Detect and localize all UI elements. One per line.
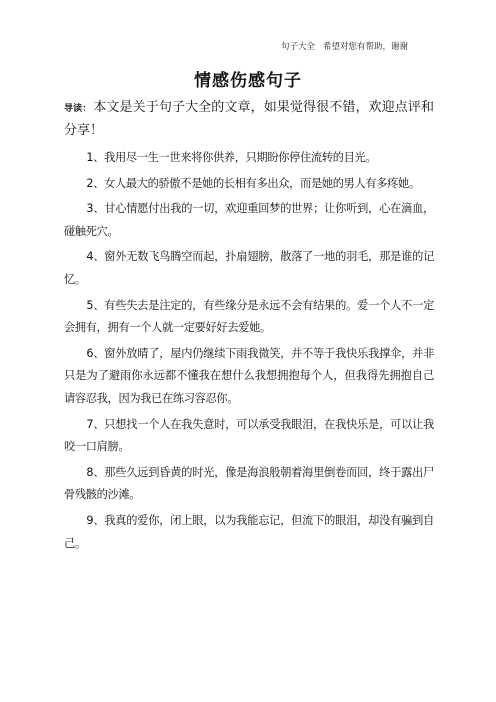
intro-paragraph: [64, 97, 434, 142]
header-site-name: 句子大全: [280, 42, 315, 52]
quote-paragraph-8: 8、那些久远到昏黄的时光，像是海浪般朝着海里倒卷而回，终于露出尸骨残骸的沙滩。: [64, 465, 434, 502]
intro-label: 导读：: [64, 104, 92, 114]
quote-paragraph-6: 6、窗外放晴了，屋内仍继续下雨我微笑，并不等于我快乐我撑伞，并非只是为了避雨你永远都不懂我在想什么我想拥抱每个人，但我得先拥抱自己请容忍我，因为我已在练习容忍你。: [64, 346, 434, 405]
quote-paragraph-7: 7、只想找一个人在我失意时，可以承受我眼泪，在我快乐是，可以让我咬一口肩膀。: [64, 417, 434, 454]
intro-text: 本文是关于句子大全的文章，如果觉得很不错，欢迎点评和分享！: [64, 100, 434, 138]
quote-paragraph-1: 1、我用尽一生一世来将你供养，只期盼你停住流转的目光。: [86, 151, 377, 164]
document-title: 情感伤感句子: [194, 71, 302, 91]
document-body: [64, 97, 434, 558]
header-slogan: 希望对您有帮助，谢谢: [322, 42, 408, 52]
quote-paragraph-4: 4、窗外无数飞鸟腾空而起，扑扇翅膀，散落了一地的羽毛，那是谁的记忆。: [64, 250, 434, 286]
quote-paragraph-2: 2、女人最大的骄傲不是她的长相有多出众，而是她的男人有多疼她。: [86, 176, 420, 190]
page-header: [281, 40, 408, 52]
quote-paragraph-3: 3、甘心情愿付出我的一切，欢迎重回梦的世界；让你听到，心在滴血，碰触死穴。: [64, 202, 434, 238]
quote-paragraph-9: 9、我真的爱你，闭上眼，以为我能忘记，但流下的眼泪，却没有骗到自己。: [64, 513, 434, 550]
quote-paragraph-5: 5、有些失去是注定的，有些缘分是永远不会有结果的。爱一个人不一定会拥有，拥有一个人就一定要好好去爱她。: [64, 298, 434, 335]
